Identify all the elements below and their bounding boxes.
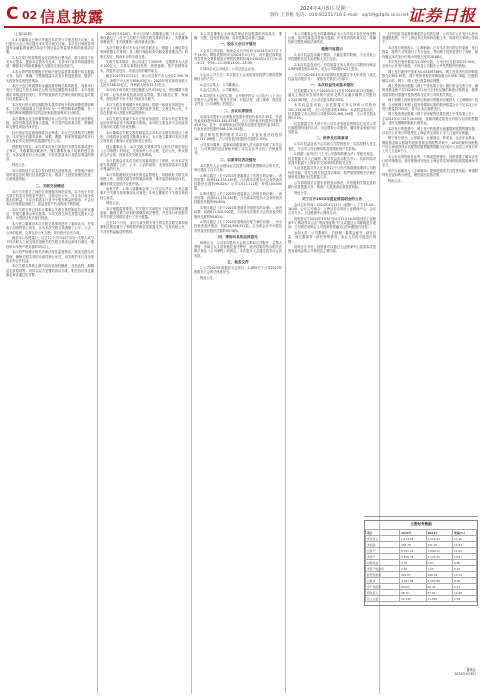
- paragraph: 本公司及董事会全体成员保证信息披露的内容真实、准确、完整，没有虚假记载、误导性陈述或重大遗漏。: [194, 32, 282, 41]
- table-cell: 资产负债率: [366, 584, 400, 590]
- paragraph: 2.审议通过《关于2023年度监事会工作报告的议案》。表决结果：同意611,134,567股，占出席本次股东大会有效表决权股份总数的99.80%。: [194, 192, 282, 205]
- table-cell: 总资产: [366, 548, 400, 554]
- table-cell: 3,123.45: [426, 554, 453, 560]
- paragraph: 本行将严格遵守相关法律法规及监管规定，规范关联交易管理，确保关联交易的合规性和公允性，切实维护本行及全体股东的合法权益。: [6, 250, 94, 263]
- editor-contact: 制作 王春桃 电话：010-83251716 E-mail：zqrb9@zqrb.sina.net: [270, 13, 409, 18]
- paragraph: 6.本次股东大会的召集、召开程序符合《公司法》《上市公司股东大会规则》等有关法律、行政法规、部门规章、规范性文件及《公司章程》的规定。: [194, 93, 282, 107]
- paragraph: 本次发行的股票中，网上发行的股票无流通限制及限售期安排，自本次公开发行的股票在上海证券交易所上市之日起即可流通。: [382, 126, 478, 135]
- paragraph: 通过网络投票的股东共27名，代表有表决权股份26,111,166股，占公司有表决权股份总数的1.95%。: [194, 133, 282, 142]
- paragraph: 特此公告。: [200, 275, 216, 280]
- paragraph: 网下投资者应根据《网下初步配售结果及网上中签结果公告》，于2024年4月10日16:00前，按最终确定的发行价格与初步配售数量，及时足额缴纳新股认购资金。: [382, 112, 478, 125]
- table-cell: 2022年: [426, 530, 453, 536]
- table-cell: 2.99: [453, 596, 477, 602]
- paragraph: 本次股东大会以现场记名投票与网络投票相结合的方式，审议通过了以下议案：: [194, 163, 282, 172]
- table-cell: 4,567.89: [426, 578, 453, 584]
- paragraph: （上接C01版）: [12, 32, 35, 36]
- paragraph: 本行给予该关联方授信额度人民币50亿元，授信期限不超过3年，业务品种包括流动资金贷款、银行承兑汇票、保函等，授信条件不优于本行同类非关联方。: [100, 88, 188, 101]
- paragraph: 3.信息披露义务人在未来12个月内不排除继续增持公司股份的可能，若发生相关权益变动事项，将严格按照相关法律法规的规定履行信息披露义务。: [288, 166, 376, 179]
- paragraph: 说明会召开后，投资者可以通过上证路演中心查看本次投资者说明会的召开情况及主要内容。: [288, 245, 376, 254]
- paragraph: 经中国证券监督管理委员会同意注册，公司首次公开发行人民币普通股股票，并于上海证券交易所科创板上市，现将有关事项公告如下。: [382, 32, 478, 45]
- paragraph: 律师认为，公司本次股东大会的召集和召开程序、召集人资格、出席会议人员资格及表决程序、表决结果均符合相关法律法规及《公司章程》的规定，本次股东大会通过的决议合法有效。: [194, 241, 282, 258]
- paragraph: 1.本次权益变动属于增持，不触及要约收购，不会导致公司控股股东及实际控制人发生变化。: [288, 52, 376, 62]
- table-cell: 净资产收益率: [366, 566, 400, 572]
- subheading: 二、关联交易概述: [35, 183, 65, 188]
- article-column-4: [288, 32, 376, 694]
- table-cell: 7.55: [426, 566, 453, 572]
- paragraph: 2.本次发行的募集资金在扣除发行费用后，将全部用于补充本行资本，提高本行资本充足率，支持本行业务持续健康发展，增强本行风险抵御能力与服务实体经济能力。: [6, 56, 94, 69]
- signature-block: [366, 668, 476, 676]
- paragraph: 备查文件：1.第八届董事会第三十次会议决议；2.独立董事关于关联交易的事前认可意见；3.独立董事关于关联交易的独立意见。: [100, 187, 188, 200]
- signature-date: 2024年4月8日: [454, 672, 476, 677]
- paragraph: 本行将持续关注本次发行的相关进展情况，并按照法律法规的规定及时履行信息披露义务。敬请广大投资者理性投资，注意投资风险。: [6, 168, 94, 182]
- paragraph: 本行根据监管要求，对关联方名单进行了动态管理和定期更新，确保关联方识别的准确性和完整性，并在本行年度报告中对关联交易情况进行了充分披露。: [100, 207, 188, 220]
- table-cell: 0.00: [453, 578, 477, 584]
- paragraph: 1.本行董事会已审议并通过本次发行方案及相关议案，本行股东大会已审议通过本次发行相关议案。本次发行尚需获得国家金融监督管理总局及中国证监会等监管机构的批准或注册。: [6, 37, 94, 55]
- paragraph: 投资者可于2024年4月8日至4月12日16:00前登录上证路演中心网站首页点击“提问预征集”栏目或通过公司邮箱进行提问，公司将在说明会上对投资者普遍关注的问题进行回答。: [288, 217, 376, 230]
- table-cell: 营业收入: [366, 536, 400, 542]
- paragraph: 截至2023年12月31日，该公司总资产为人民币2,356.78亿元，净资产为人民币856.43亿元；2023年度实现营业收入人民币186.52亿元，净利润人民币52.37亿元。: [100, 74, 188, 87]
- paragraph: 本次关联交易的主要内容包括授信额度、业务品种、期限及定价原则等，具体以双方签署的协议为准，相关协议将在董事会审议通过后签署。: [6, 264, 94, 277]
- table-cell: 净资产: [366, 554, 400, 560]
- subheading: 三、议案审议表决情况: [220, 157, 256, 162]
- table-cell: 4,567.89: [399, 578, 426, 584]
- paragraph: 本行董事会及全体董事保证本公告内容不存在任何虚假记载、误导性陈述或者重大遗漏，并对其内容的真实性、准确性和完整性承担法律责任。: [6, 116, 94, 130]
- paragraph: 经中国证券监督管理委员会核准，本行已完成相关注册程序，本次发行的债券品种、规模、期限、利率等要素详见本行在上海证券交易所网站披露的发行公告。: [6, 130, 94, 144]
- subheading: 二、所涉及后续事项: [315, 136, 349, 141]
- section-title: 信息披露: [40, 8, 105, 26]
- paragraph: 2.根据《证券法》《上市公司收购管理办法》等相关规定，信息披露义务人已编制《简式权益变动报告书》，具体内容详见同日披露于上海证券交易所网站的相关文件。: [288, 152, 376, 165]
- paragraph: 特此公告。: [106, 201, 122, 206]
- subheading: 关于召开2023年度业绩说明会的公告: [301, 196, 363, 201]
- table-cell: 12,345: [399, 596, 426, 602]
- table-row: [366, 596, 477, 602]
- page-number: 02: [22, 9, 38, 22]
- subheading: 二、会议出席情况: [223, 108, 253, 113]
- table-cell: 研发投入: [366, 590, 400, 596]
- table-cell: 98.76: [399, 590, 426, 596]
- paragraph: 2.本次权益变动后，信息披露义务人持有公司股份比例由4.98%增加至5.01%，成为公司持股5%以上股东。: [288, 62, 376, 71]
- table-cell: 0.51: [426, 560, 453, 566]
- paragraph: 网上发行最终中签率为0.03456789%，网上投资者有效申购倍数为2,892.87倍，网下投资者有效申购倍数为3,456.78倍，回拨机制启动后，网下、网上发行数量相应调整。: [382, 70, 478, 83]
- paragraph: 参加人员：公司董事长、总经理、董事会秘书、财务总监、独立董事等（如有特殊情况，参会人员将可能进行调整）。: [288, 231, 376, 244]
- table-cell: 11.09: [453, 548, 477, 554]
- paragraph: 2.现场会议召开地点：公司总部会议室。: [200, 66, 258, 71]
- header-rule: [4, 26, 480, 28]
- issue-date: 2024年4月8日 星期一: [300, 6, 351, 12]
- paragraph: 本次发行的保荐人（主承销商）已对本次发行的定价原则、发行数量、配售方式等进行了充分论证，并向网下投资者进行了询价，最终确定本次发行价格为每股人民币28.88元。: [382, 46, 478, 59]
- paragraph: 4.会议召集人：公司董事会。: [200, 82, 242, 87]
- subheading: 一、本次权益变动基本情况: [310, 83, 354, 88]
- paragraph: 本次发行股份数量为5,000万股，占发行后总股本的25.00%，全部为公开发行新股，不涉及公司股东公开发售股份的情形。: [382, 60, 478, 69]
- subheading: 五、备查文件: [227, 259, 249, 264]
- table-cell: 298.76: [426, 572, 453, 578]
- paragraph: 2024年3月29日，本行召开第八届董事会第三十次会议，审议通过了《关于与关联方开展关联交易的议案》，关联董事回避表决，非关联董事一致同意该议案。: [100, 32, 188, 45]
- article-column-3: [194, 32, 282, 694]
- paragraph: 根据相关规定，本行对本次发行涉及的关联交易事项进行了审议，关联董事回避表决，独立董事发表了同意的独立意见，本次交易定价公允合理，不存在损害本行及股东利益的情形。: [6, 144, 94, 162]
- table-cell: 12.68: [453, 590, 477, 596]
- table-cell: 项目: [366, 530, 400, 536]
- column-divider: [285, 32, 286, 694]
- table-title: 主要财务数据: [410, 522, 432, 526]
- paragraph: 关联方基本情况：该公司成立于2005年，注册资本为人民币100亿元，主要从事股权投资、投资管理、资产管理等业务，经营状况良好，具备良好的履约能力。: [100, 60, 188, 73]
- paragraph: 1.审议通过《关于2023年度董事会工作报告的议案》。表决结果：同意611,234,567股，占出席本次股东大会有效表决权股份总数的99.82%；反对1,011,111股；弃权100,000股。: [194, 173, 282, 191]
- subheading: 四、律师出具的法律意见: [218, 234, 258, 239]
- paragraph: 截至本公告披露日，过去12个月内本行与同一关联人或与不同关联人之间交易类别相关的关联交易未达到本行最近一期经审计净资产绝对值的5%以上。: [6, 236, 94, 249]
- table-cell: 8,765.43: [399, 548, 426, 554]
- paragraph: 特此公告。: [388, 178, 404, 183]
- table-cell: 11.99: [453, 536, 477, 542]
- table-cell: 总股本: [366, 578, 400, 584]
- table-cell: 10.67: [453, 554, 477, 560]
- paragraph: 本公司董事会及全体董事保证本公告内容不存在任何虚假记载、误导性陈述或者重大遗漏，并对其内容的真实性、准确性和完整性承担法律责任。: [288, 32, 376, 45]
- table-cell: 9.80: [453, 560, 477, 566]
- paragraph: 本行于近日收到国家金融监督管理总局的批复，同意本行发行不超过人民币300亿元的无固定期限资本债券。本行将根据市场情况择机发行，并严格按照有关法律法规的规定及时履行信息披露义务。: [6, 84, 94, 101]
- article-column-1: [6, 32, 94, 694]
- paragraph: 本次发行的无固定期限资本债券采用分阶段调整的票面利率，自发行缴款截止日起每5年为一个票面利率调整期，在一个票面利率调整期内以约定的相同票面利率支付利息。: [6, 102, 94, 115]
- table-cell: 256.78: [399, 542, 426, 548]
- paragraph: 1.公司2023年度股东大会决议；2.律师关于公司2023年度股东大会的法律意见书。: [194, 266, 282, 275]
- paragraph: 1.本次权益变动不会导致公司控股股东、实际控制人发生变化，不会对公司治理结构及持续经营产生影响。: [288, 142, 376, 151]
- paragraph: 公司于2024年4月3日收到信息披露义务人出具的《简式权益变动报告书》，现将有关情况公告如下：: [288, 72, 376, 81]
- table-cell: 增减(%): [453, 530, 477, 536]
- paragraph: 信息披露义务人于2024年3月1日至2024年4月3日期间，通过上海证券交易所集中竞价交易方式累计增持公司股份1,234,567股，占公司总股本的0.03%。: [288, 89, 376, 102]
- table-cell: 经营现金流: [366, 572, 400, 578]
- paragraph: 本次权益变动前，信息披露义务人持有公司股份201,234,567股，占公司总股本的4.98%；本次权益变动后，信息披露义务人持有公司股份202,469,134股，占公司总股本的5.01%。: [288, 103, 376, 120]
- subheading: 重要内容提示: [321, 46, 343, 51]
- table-cell: 员工人数: [366, 596, 400, 602]
- table-cell: 87.65: [426, 590, 453, 596]
- table-cell: 每股收益: [366, 560, 400, 566]
- paragraph: 出席本次股东大会的股东及股东授权代表共计35名，代表有表决权股份612,345,678股，占公司有表决权股份总数的45.67%。其中，出席现场会议的股东及股东授权代表共8名，代表有表决权股份586,234,512股。: [194, 114, 282, 132]
- paragraph: 本次关联交易遵循市场化原则，按照一般商业条款进行，以不优于对非关联方同类交易的条件开展，交易定价公允，不存在损害本行及股东利益的情形。: [100, 102, 188, 115]
- paragraph: 网上投资者应根据《网上中签结果公告》履行资金交收义务，确保其资金账户在2024年4月10日日终有足额的新股认购资金，投资者款项划付需遵守投资者所在证券公司的相关规定。: [382, 84, 478, 97]
- paragraph: 公司部分董事、监事和高级管理人员出席或列席了本次会议，公司聘请的见证律师列席了本次会议并出具了法律意见书。: [194, 142, 282, 156]
- table-cell: 7,890.12: [426, 548, 453, 554]
- paragraph: 5.会议主持人：公司董事长。: [200, 88, 242, 93]
- paragraph: 网下发行部分，公募基金、社保基金、养老金、企业年金基金、保险资金和合格境外投资者资金等配售对象中，10%的最终获配账户应当承诺获得本次配售的股票限售期限为自发行人首次公开发行并上市之日起6个月。: [382, 136, 478, 154]
- paragraph: 3.会议召开方式：本次股东大会采取现场投票与网络投票相结合的方式。: [194, 72, 282, 81]
- paragraph: 本公告仅供投资者参考，不构成投资建议，投资者欲了解本次发行的详细情况，请仔细阅读刊登在上海证券交易所网站的招股意向书全文。: [382, 154, 478, 168]
- paragraph: 会议召开时间：2024年4月15日（星期一）下午15:00—16:00；会议召开地点：上海证券交易所上证路演中心；会议召开方式：上证路演中心网络互动。: [288, 202, 376, 216]
- paragraph: 本行董事会关联交易控制委员会对本次关联交易进行了审核，同意将该议案提交董事会审议。本行独立董事对本次关联交易发表了事前认可意见和独立意见。: [100, 130, 188, 144]
- subheading: 一、股东大会召开情况: [220, 42, 256, 47]
- paragraph: 本次关联交易已经本行董事会关联交易控制委员会审议通过，并提交董事会审议批准。本次关联交易无需提交股东大会审议，无需经过有关部门批准。: [6, 208, 94, 221]
- paragraph: 特此公告。: [12, 163, 28, 168]
- paragraph: 4.审议通过《关于2023年度利润分配方案的议案》，中小投资者表决情况：同意24,956,321股，占出席会议中小股东有效表决权股份总数的95.58%。: [194, 220, 282, 233]
- signature-org: 董事会: [466, 668, 476, 672]
- paragraph: 本行监事会对本次关联交易事项进行了审核，认为本次关联交易遵循了公开、公平、公正的原则，未发现损害本行及股东利益的行为。: [100, 158, 188, 172]
- table-cell: 净利润: [366, 542, 400, 548]
- paragraph: 发行人和保荐人（主承销商）提请投资者关注投资风险，审慎研判发行定价的合理性，理性做出投资决策。: [382, 168, 478, 178]
- paragraph: 本行将按照相关法律法规及监管规定，持续做好关联交易管理工作，加强关联交易的事前审查、事中监控和事后评估，确保关联交易依法合规开展。: [100, 173, 188, 186]
- table-cell: 15.70: [453, 572, 477, 578]
- paragraph: 本行独立董事对本次关联交易事项进行了事前认可，并发表了同意的独立意见，认为本次关联交易遵循了公平、公正、公开的原则，交易定价公允合理，审议程序合法合规。: [6, 222, 94, 235]
- table-cell: 11,987: [426, 596, 453, 602]
- paragraph: 1.会议召开时间：现场会议召开时间为2024年4月7日下午14:30；网络投票时间为2024年4月7日，其中通过深圳证券交易所交易系统进行网络投票的时间为2024年4月7日9:15—9:25，9:30—11:30和13:00—15:00。: [194, 48, 282, 66]
- paragraph: 过去12个月内，本行与该关联方发生的各类关联交易均按照相关规定履行了审批程序和信息披露义务，交易价格公允，不存在利益输送的情形。: [100, 221, 188, 234]
- paragraph: 3.审议通过《关于2023年度财务决算报告的议案》。表决结果：同意611,200,000股，占出席本次股东大会有效表决权股份总数的99.81%。: [194, 206, 282, 219]
- paragraph: 本次关联交易属于本行正常业务范围，对本行的正常经营活动及财务状况不构成重大影响，本行的主要业务不会因此类交易而对关联方形成依赖。: [100, 116, 188, 130]
- table-cell: 2023年: [399, 530, 426, 536]
- paragraph: 3.本行将严格按照相关法律法规及监管要求履行信息披露义务，及时、准确、完整地披露本次发行的进展情况，敬请广大投资者注意投资风险。: [6, 70, 94, 83]
- page-header: [0, 0, 484, 30]
- table-cell: 0.07: [453, 566, 477, 572]
- paragraph: 独立董事认为：本次关联交易事项符合相关法律法规及《公司章程》的规定，交易条件公平合理，定价公允，审议程序合法合规，同意本次关联交易事项。: [100, 144, 188, 158]
- table-cell: 10.94: [453, 542, 477, 548]
- paragraph: 网下和网上投资者放弃认购部分的股份由保荐人（主承销商）包销。当出现网下和网上投资者缴款认购的股份数量合计不足本次公开发行数量的70%时，将中止本次新股发行。: [382, 98, 478, 111]
- table-cell: 1,234.56: [399, 536, 426, 542]
- article-column-5: [382, 32, 478, 516]
- paragraph: 本行与关联方之间的交易遵循市场化原则，以不优于对非关联方同类交易的条件进行，交易定价公允，符合本行和全体股东的利益，不存在损害本行及中小股东利益的情形，不会对本行的持续经营能力、损益及资产状况构成不利影响。: [6, 189, 94, 207]
- table-cell: 0.56: [399, 560, 426, 566]
- column-divider: [97, 32, 98, 694]
- table-grid: [365, 529, 477, 602]
- table-cell: 60.41: [426, 584, 453, 590]
- table-top-rule: [364, 516, 478, 517]
- paragraph: 信息披露义务人基于对公司未来发展前景的信心及对公司长期投资价值的认可，决定增持公司股份，增持资金来源为自有资金。: [288, 121, 376, 135]
- table-cell: 60.56: [399, 584, 426, 590]
- table-cell: 1,102.34: [426, 536, 453, 542]
- article-column-2: [100, 32, 188, 694]
- page-letter: C: [6, 4, 18, 24]
- paragraph: 公司将持续关注股东持股变动情况，并依据相关规定及时履行信息披露义务，敬请广大投资者注意投资风险。: [288, 180, 376, 189]
- table-cell: 7.62: [399, 566, 426, 572]
- table-cell: 345.67: [399, 572, 426, 578]
- financial-table: [364, 520, 478, 606]
- paragraph: 特此公告。: [294, 190, 310, 195]
- table-cell: 3,456.78: [399, 554, 426, 560]
- table-cell: 0.15: [453, 584, 477, 590]
- paragraph: 本次关联交易对方为本行的关联法人，根据《上海证券交易所股票上市规则》及《银行保险机构关联交易管理办法》的相关规定，构成本行的关联交易。: [100, 46, 188, 59]
- table-cell: 231.45: [426, 542, 453, 548]
- masthead-logo: 证券日报: [407, 6, 476, 25]
- column-divider: [191, 32, 192, 694]
